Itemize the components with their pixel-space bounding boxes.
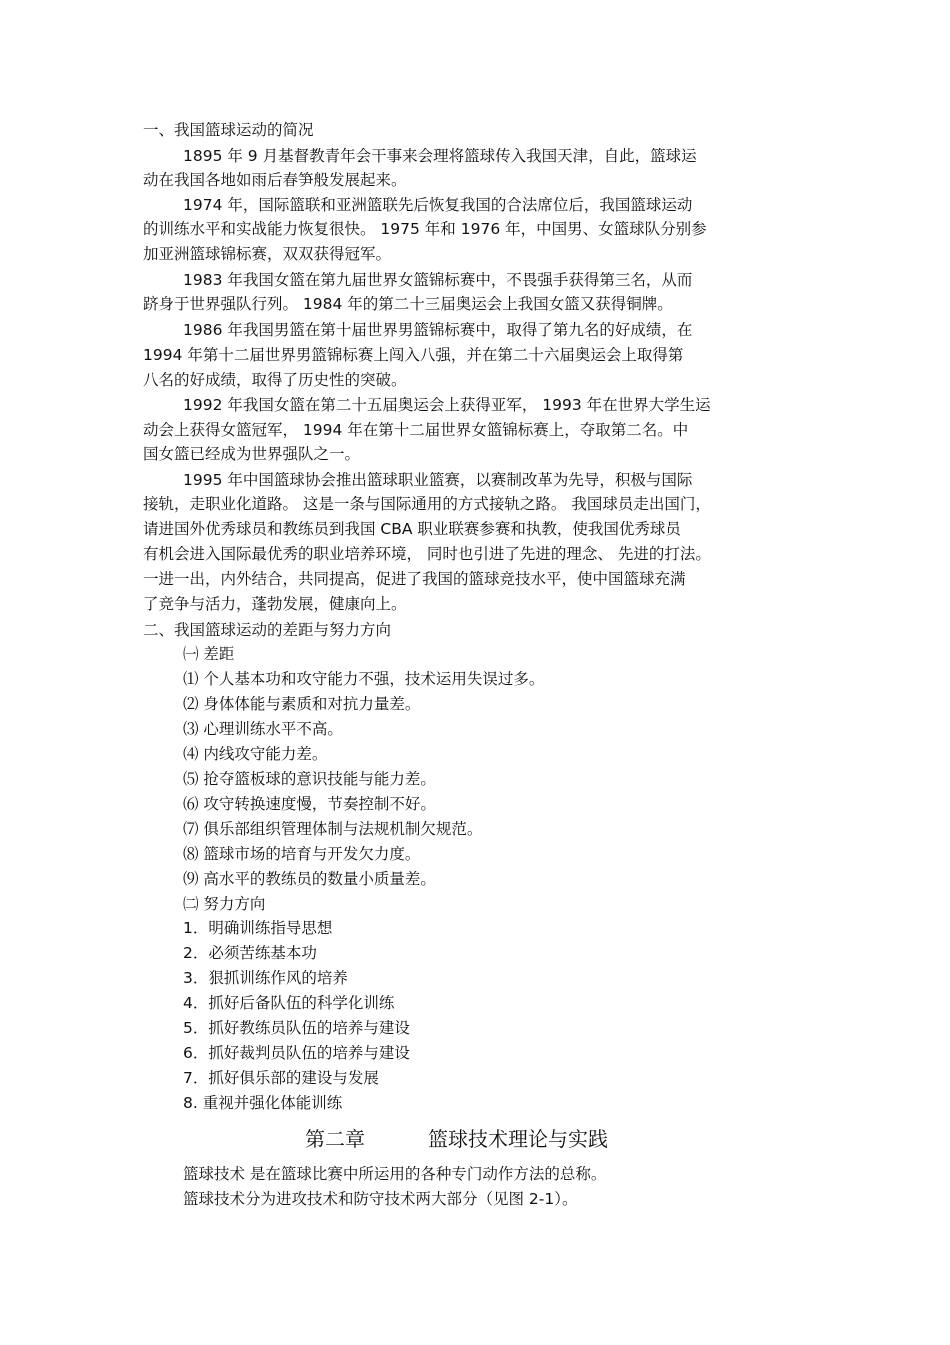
list-item: 1．明确训练指导思想 [183, 919, 333, 937]
list-item: ⑺ 俱乐部组织管理体制与法规机制欠规范。 [183, 820, 483, 838]
list-item: 4．抓好后备队伍的科学化训练 [183, 994, 395, 1012]
list-item: 2．必须苦练基本功 [183, 944, 317, 962]
paragraph-line: 八名的好成绩，取得了历史性的突破。 [143, 371, 407, 389]
paragraph-line: 1986 年我国男篮在第十届世界男篮锦标赛中，取得了第九名的好成绩，在 [183, 321, 693, 339]
paragraph-line: 请进国外优秀球员和教练员到我国 CBA 职业联赛参赛和执教，使我国优秀球员 [143, 520, 681, 538]
effort-heading: ㈡ 努力方向 [183, 895, 266, 913]
paragraph-line: 篮球技术分为进攻技术和防守技术两大部分（见图 2-1）。 [183, 1190, 578, 1208]
list-item: ⑻ 篮球市场的培育与开发欠力度。 [183, 845, 421, 863]
gap-heading: ㈠ 差距 [183, 645, 235, 663]
list-item: 7．抓好俱乐部的建设与发展 [183, 1069, 379, 1087]
paragraph-line: 1995 年中国篮球协会推出篮球职业篮赛，以赛制改革为先导，积极与国际 [183, 471, 693, 489]
paragraph-line: 1994 年第十二届世界男篮锦标赛上闯入八强，并在第二十六届奥运会上取得第 [143, 346, 684, 364]
paragraph-line: 有机会进入国际最优秀的职业培养环境， 同时也引进了先进的理念、 先进的打法。 [143, 545, 711, 563]
list-item: ⑵ 身体体能与素质和对抗力量差。 [183, 695, 421, 713]
list-item: ⑴ 个人基本功和攻守能力不强，技术运用失误过多。 [183, 670, 545, 688]
list-item: ⑼ 高水平的教练员的数量小质量差。 [183, 870, 436, 888]
list-item: ⑶ 心理训练水平不高。 [183, 720, 343, 738]
paragraph-line: 1983 年我国女篮在第九届世界女篮锦标赛中，不畏强手获得第三名，从而 [183, 271, 693, 289]
list-item: ⑹ 攻守转换速度慢，节奏控制不好。 [183, 795, 436, 813]
list-item: 3．狠抓训练作风的培养 [183, 969, 348, 987]
paragraph-line: 1895 年 9 月基督教青年会干事来会理将篮球传入我国天津，自此，篮球运 [183, 147, 697, 165]
paragraph-line: 跻身于世界强队行列。 1984 年的第二十三届奥运会上我国女篮又获得铜牌。 [143, 295, 673, 313]
section1-heading: 一、我国篮球运动的简况 [143, 121, 314, 139]
paragraph-line: 一进一出，内外结合，共同提高，促进了我国的篮球竞技水平，使中国篮球充满 [143, 570, 686, 588]
chapter-title: 篮球技术理论与实践 [428, 1127, 608, 1151]
paragraph-line: 动在我国各地如雨后春笋般发展起来。 [143, 171, 407, 189]
list-item: ⑸ 抢夺篮板球的意识技能与能力差。 [183, 770, 436, 788]
list-item: 6．抓好裁判员队伍的培养与建设 [183, 1044, 410, 1062]
paragraph-line: 国女篮已经成为世界强队之一。 [143, 445, 361, 463]
paragraph-line: 1992 年我国女篮在第二十五届奥运会上获得亚军， 1993 年在世界大学生运 [183, 396, 711, 414]
paragraph-line: 1974 年，国际篮联和亚洲篮联先后恢复我国的合法席位后，我国篮球运动 [183, 196, 693, 214]
list-item: ⑷ 内线攻守能力差。 [183, 745, 328, 763]
section2-heading: 二、我国篮球运动的差距与努力方向 [143, 621, 392, 639]
paragraph-line: 了竞争与活力，蓬勃发展，健康向上。 [143, 595, 407, 613]
paragraph-line: 加亚洲篮球锦标赛，双双获得冠军。 [143, 245, 392, 263]
paragraph-line: 的训练水平和实战能力恢复很快。 1975 年和 1976 年，中国男、女篮球队分别参 [143, 220, 707, 238]
paragraph-line: 篮球技术 是在篮球比赛中所运用的各种专门动作方法的总称。 [183, 1165, 607, 1183]
list-item: 8. 重视并强化体能训练 [183, 1094, 343, 1112]
paragraph-line: 接轨，走职业化道路。 这是一条与国际通用的方式接轨之路。 我国球员走出国门， [143, 495, 711, 513]
paragraph-line: 动会上获得女篮冠军， 1994 年在第十二届世界女篮锦标赛上，夺取第二名。中 [143, 421, 689, 439]
chapter-number: 第二章 [305, 1127, 365, 1151]
list-item: 5．抓好教练员队伍的培养与建设 [183, 1019, 410, 1037]
